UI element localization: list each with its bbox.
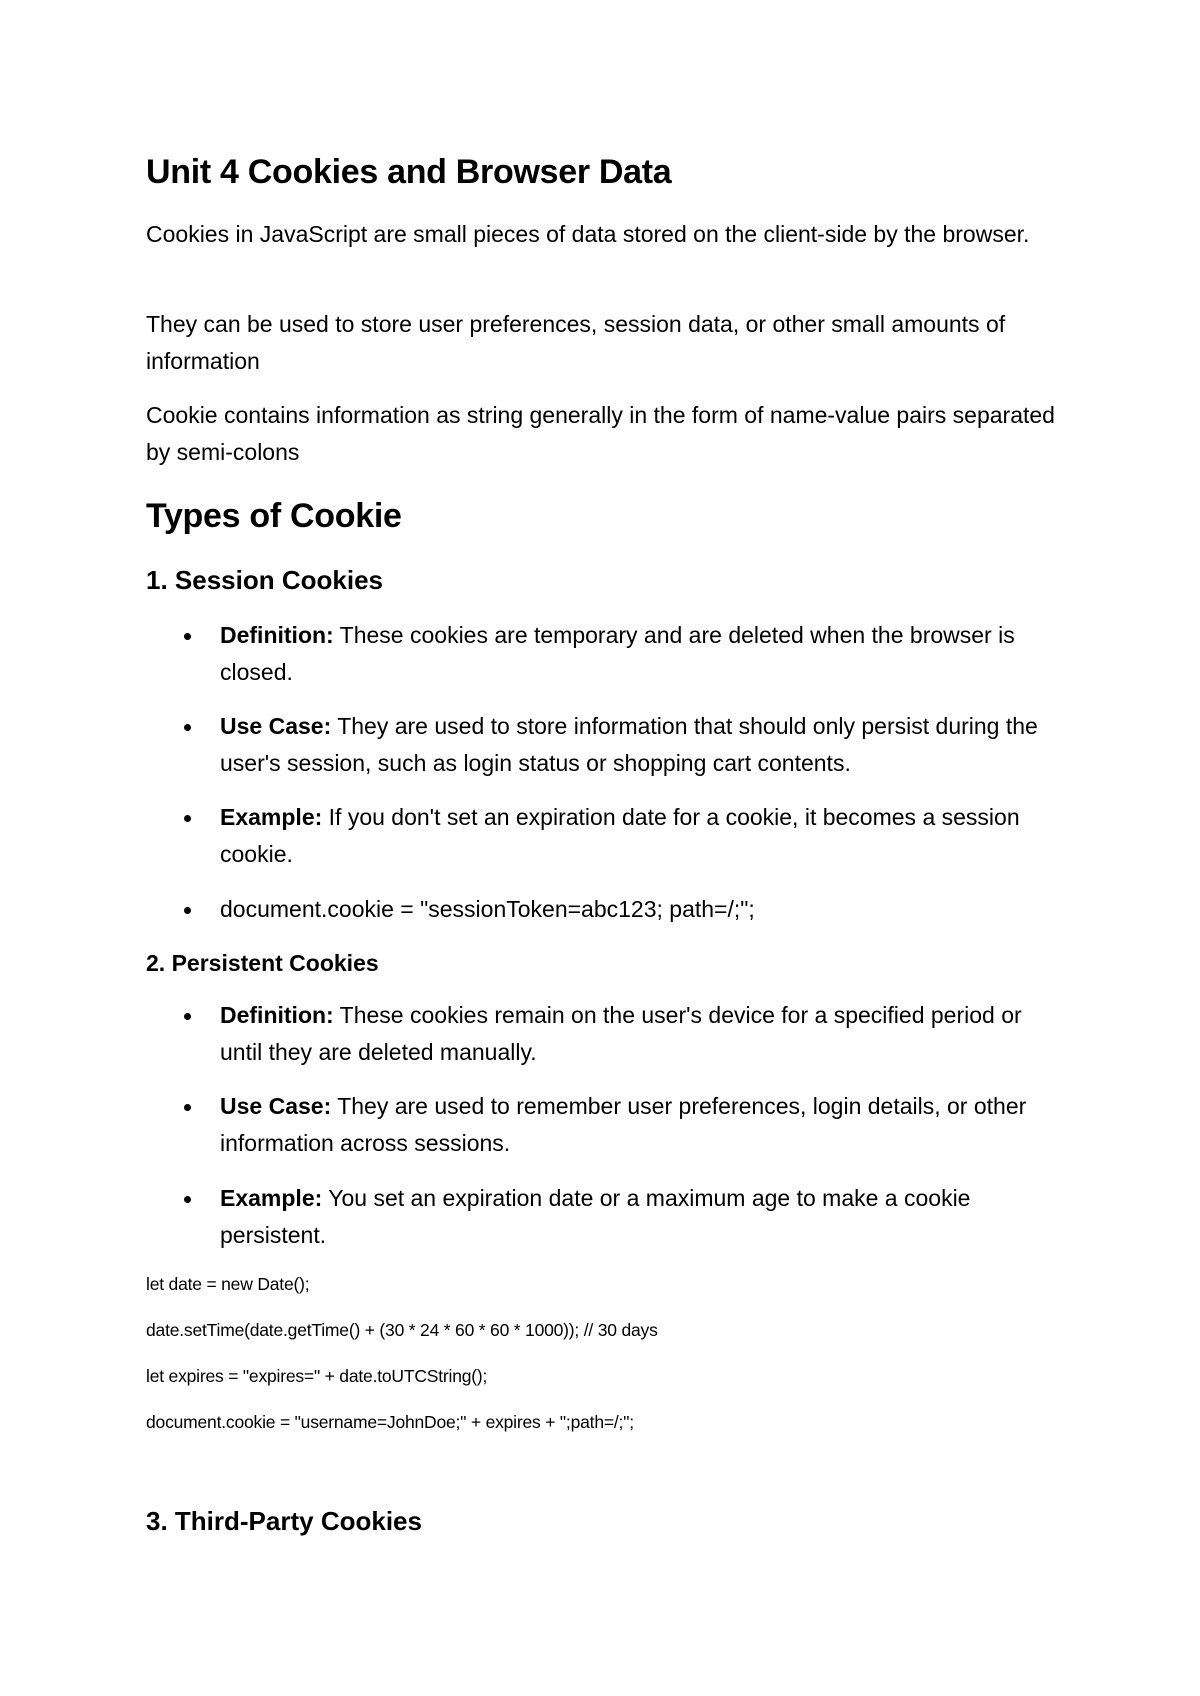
third-party-cookies-heading: 3. Third-Party Cookies [146, 1506, 422, 1536]
item-label: Definition: [220, 622, 334, 648]
item-label: Definition: [220, 1002, 334, 1028]
list-item [146, 799, 1066, 873]
bullet-icon [184, 1196, 191, 1203]
list-item [146, 1088, 1066, 1162]
document-title: Unit 4 Cookies and Browser Data [146, 153, 672, 191]
list-item [146, 708, 1066, 782]
list-item [146, 997, 1066, 1071]
bullet-icon [184, 1013, 191, 1020]
item-label: Example: [220, 1185, 323, 1211]
item-text: You set an expiration date or a maximum age to make a cookie persistent. [220, 1185, 971, 1248]
item-label: Use Case: [220, 1093, 332, 1119]
item-text: These cookies are temporary and are deleted when the browser is closed. [220, 622, 1015, 685]
item-text: document.cookie = "sessionToken=abc123; path=/;"; [220, 896, 755, 922]
code-line: let date = new Date(); [146, 1274, 310, 1294]
types-heading: Types of Cookie [146, 497, 402, 535]
intro-paragraph-1: Cookies in JavaScript are small pieces of data stored on the client-side by the browser. [146, 221, 1030, 247]
list-item [146, 617, 1066, 691]
intro-paragraph-3: Cookie contains information as string generally in the form of name-value pairs separated by semi-colons [146, 402, 1055, 465]
list-item [146, 891, 1066, 928]
bullet-icon [184, 815, 191, 822]
code-line: document.cookie = "username=JohnDoe;" + expires + ";path=/;"; [146, 1412, 634, 1432]
item-label: Use Case: [220, 713, 332, 739]
bullet-icon [184, 1104, 191, 1111]
item-text: If you don't set an expiration date for a cookie, it becomes a session cookie. [220, 804, 1020, 867]
persistent-cookies-heading: 2. Persistent Cookies [146, 950, 379, 976]
intro-paragraph-2: They can be used to store user preferences, session data, or other small amounts of information [146, 311, 1006, 374]
bullet-icon [184, 907, 191, 914]
bullet-icon [184, 724, 191, 731]
session-cookies-heading: 1. Session Cookies [146, 565, 383, 595]
item-text: They are used to store information that should only persist during the user's session, such as login status or shopping cart contents. [220, 713, 1038, 776]
code-line: date.setTime(date.getTime() + (30 * 24 * 60 * 60 * 1000)); // 30 days [146, 1320, 658, 1340]
item-text: They are used to remember user preferences, login details, or other information across sessions. [220, 1093, 1027, 1156]
item-text: These cookies remain on the user's device for a specified period or until they are deleted manually. [220, 1002, 1022, 1065]
bullet-icon [184, 633, 191, 640]
item-label: Example: [220, 804, 323, 830]
code-line: let expires = "expires=" + date.toUTCString(); [146, 1366, 488, 1386]
list-item [146, 1180, 1066, 1254]
